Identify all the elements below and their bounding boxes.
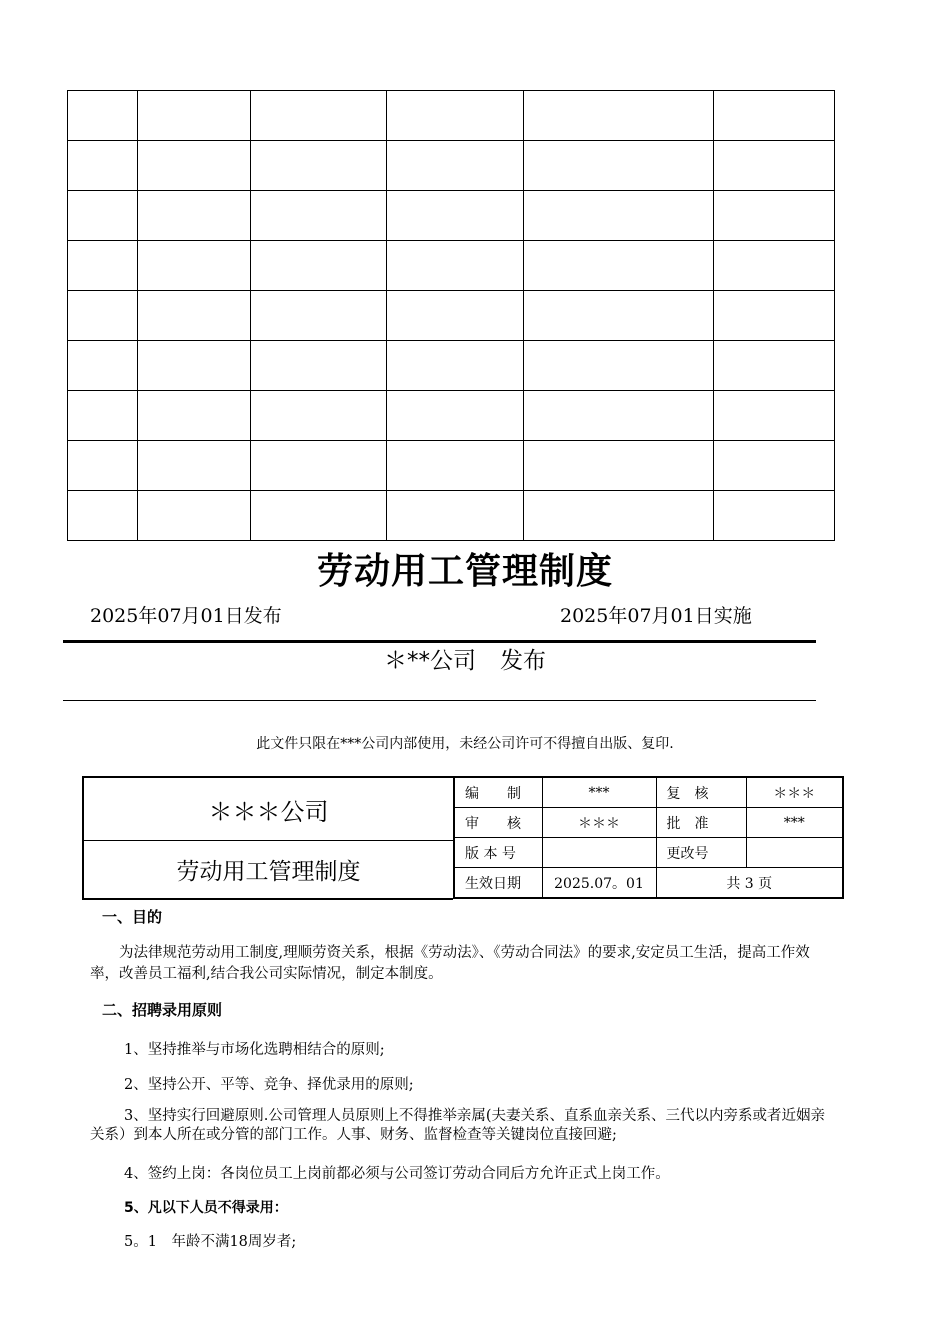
blank-grid-cell — [251, 291, 387, 341]
blank-grid-cell — [387, 441, 524, 491]
blank-grid-cell — [714, 441, 835, 491]
blank-grid-cell — [138, 141, 251, 191]
blank-grid-cell — [138, 91, 251, 141]
blank-grid-row — [68, 291, 835, 341]
blank-grid-cell — [524, 241, 714, 291]
label-rechecked-by: 复 核 — [656, 777, 746, 808]
header-company-name: ＊＊＊公司 — [84, 778, 453, 841]
blank-grid-row — [68, 141, 835, 191]
header-row-review — [454, 808, 843, 838]
principle-item-2: 2、坚持公开、平等、竞争、择优录用的原则; — [124, 1077, 414, 1093]
blank-grid-cell — [524, 291, 714, 341]
blank-grid-cell — [138, 391, 251, 441]
blank-grid-cell — [524, 141, 714, 191]
blank-grid-cell — [68, 491, 138, 541]
label-version: 版 本 号 — [454, 838, 542, 868]
blank-grid-cell — [68, 241, 138, 291]
label-effective-date: 生效日期 — [454, 868, 542, 899]
blank-grid-cell — [251, 241, 387, 291]
label-change-no: 更改号 — [656, 838, 746, 868]
label-compiled-by: 编 制 — [454, 777, 542, 808]
blank-grid-cell — [68, 191, 138, 241]
blank-grid-cell — [714, 341, 835, 391]
section-heading-purpose: 一、目的 — [102, 908, 163, 926]
value-effective-date: 2025.07。01 — [542, 868, 656, 899]
value-reviewed-by: ＊＊＊ — [542, 808, 656, 838]
blank-grid-cell — [68, 441, 138, 491]
publisher-action: 发布 — [500, 648, 546, 674]
principle-item-5: 5、凡以下人员不得录用： — [124, 1200, 288, 1216]
blank-grid-cell — [251, 341, 387, 391]
blank-grid-row — [68, 241, 835, 291]
blank-grid-cell — [251, 191, 387, 241]
blank-grid-cell — [138, 191, 251, 241]
blank-grid-cell — [387, 241, 524, 291]
effective-date: 2025年07月01日实施 — [560, 605, 752, 627]
blank-grid-cell — [524, 341, 714, 391]
blank-grid-cell — [524, 191, 714, 241]
blank-grid-cell — [138, 491, 251, 541]
blank-grid-cell — [714, 191, 835, 241]
blank-grid-row — [68, 391, 835, 441]
blank-grid-cell — [251, 141, 387, 191]
blank-grid-cell — [251, 391, 387, 441]
blank-grid-cell — [714, 291, 835, 341]
value-change-no — [746, 838, 843, 868]
blank-grid-cell — [714, 391, 835, 441]
blank-grid-cell — [524, 491, 714, 541]
blank-grid-cell — [387, 391, 524, 441]
blank-grid-cell — [68, 91, 138, 141]
blank-grid-cell — [387, 91, 524, 141]
blank-grid-cell — [251, 441, 387, 491]
blank-grid-cell — [714, 91, 835, 141]
publisher-line — [0, 642, 930, 675]
value-approved-by: *** — [746, 808, 843, 838]
blank-grid-cell — [524, 391, 714, 441]
blank-grid-cell — [524, 91, 714, 141]
blank-grid-cell — [68, 141, 138, 191]
blank-grid-cell — [138, 341, 251, 391]
blank-grid-row — [68, 191, 835, 241]
header-system-name: 劳动用工管理制度 — [176, 858, 361, 885]
blank-grid-cell — [387, 491, 524, 541]
blank-grid-cell — [714, 491, 835, 541]
blank-grid-body — [68, 91, 835, 541]
blank-grid-cell — [714, 241, 835, 291]
principle-item-4: 4、签约上岗：各岗位员工上岗前都必须与公司签订劳动合同后方允许正式上岗工作。 — [124, 1166, 670, 1182]
blank-grid-cell — [714, 141, 835, 191]
purpose-paragraph: 为法律规范劳动用工制度,理顺劳资关系，根据《劳动法》、《劳动合同法》的要求,安定员工生活，提高工作效率，改善员工福利,结合我公司实际情况，制定本制度。 — [90, 945, 810, 982]
blank-grid-cell — [387, 141, 524, 191]
principle-item-1: 1、坚持推举与市场化选聘相结合的原则; — [124, 1042, 385, 1058]
blank-grid-cell — [251, 91, 387, 141]
document-title: 劳动用工管理制度 — [316, 551, 613, 592]
header-row-compile — [454, 777, 843, 808]
header-info-table — [453, 776, 844, 899]
value-version — [542, 838, 656, 868]
blank-grid-cell — [138, 291, 251, 341]
blank-grid-cell — [387, 341, 524, 391]
exclusion-item-5-1: 5。1 年龄不满18周岁者; — [124, 1234, 297, 1250]
principle-item-3: 3、坚持实行回避原则.公司管理人员原则上不得推举亲属(夫妻关系、直系血亲关系、三代以内旁系或者近姻亲关系）到本人所在或分管的部门工作。人事、财务、监督检查等关键岗位直接回避; — [90, 1108, 825, 1143]
blank-grid-cell — [387, 191, 524, 241]
blank-grid-cell — [68, 291, 138, 341]
blank-grid-row — [68, 91, 835, 141]
blank-grid-cell — [387, 291, 524, 341]
blank-grid-cell — [68, 341, 138, 391]
blank-grid-cell — [251, 491, 387, 541]
value-compiled-by: *** — [542, 777, 656, 808]
blank-grid-cell — [68, 391, 138, 441]
blank-grid-row — [68, 441, 835, 491]
header-row-effective — [454, 868, 843, 899]
blank-grid-row — [68, 491, 835, 541]
issue-date: 2025年07月01日发布 — [90, 605, 282, 627]
page-count: 共 3 页 — [656, 868, 843, 899]
header-title-block — [82, 776, 453, 900]
blank-grid-cell — [524, 441, 714, 491]
label-approved-by: 批 准 — [656, 808, 746, 838]
blank-grid-table — [67, 90, 835, 541]
publisher-company: ＊**公司 — [384, 648, 476, 674]
blank-grid-row — [68, 341, 835, 391]
value-rechecked-by: ＊＊＊ — [746, 777, 843, 808]
blank-grid-cell — [138, 441, 251, 491]
label-reviewed-by: 审 核 — [454, 808, 542, 838]
thin-divider — [63, 700, 816, 701]
blank-grid-cell — [138, 241, 251, 291]
header-row-version — [454, 838, 843, 868]
confidentiality-notice: 此文件只限在***公司内部使用，未经公司许可不得擅自出版、复印. — [256, 736, 674, 752]
section-heading-recruitment: 二、招聘录用原则 — [102, 1001, 223, 1019]
